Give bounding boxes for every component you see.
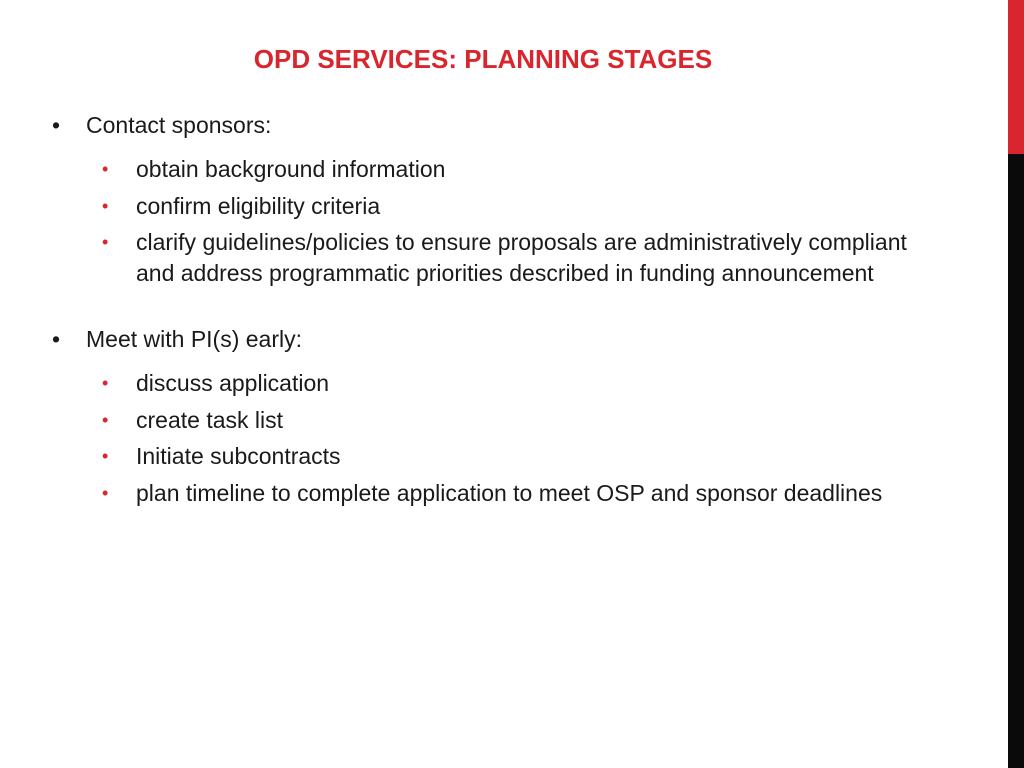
red-bullet-icon: • bbox=[102, 409, 109, 430]
sub-bullet-item bbox=[102, 154, 912, 185]
sub-bullet-list bbox=[52, 368, 912, 508]
sub-bullet-item bbox=[102, 368, 912, 399]
slide-content bbox=[52, 110, 912, 532]
sub-bullet-text: obtain background information bbox=[136, 156, 446, 182]
red-bullet-icon: • bbox=[102, 195, 109, 216]
sub-bullet-text: create task list bbox=[136, 406, 283, 433]
sub-bullet-text: plan timeline to complete application to meet OSP and sponsor deadlines bbox=[136, 479, 883, 506]
bullet-heading-text: Contact sponsors: bbox=[86, 112, 272, 138]
red-bullet-icon: • bbox=[102, 232, 109, 252]
red-bullet-icon: • bbox=[102, 373, 109, 393]
sub-bullet-item bbox=[102, 441, 912, 472]
red-bullet-icon: • bbox=[102, 446, 109, 466]
bullet-heading-text: Meet with PI(s) early: bbox=[86, 326, 302, 352]
bullet-heading bbox=[52, 110, 912, 140]
sub-bullet-list bbox=[52, 154, 912, 288]
red-bullet-icon: • bbox=[102, 159, 109, 179]
sub-bullet-item bbox=[102, 227, 912, 288]
sub-bullet-item bbox=[102, 478, 912, 509]
bullet-dot-icon: • bbox=[52, 326, 61, 352]
slide-title: OPD SERVICES: PLANNING STAGES bbox=[253, 44, 713, 74]
sub-bullet-item bbox=[102, 405, 912, 436]
bullet-heading bbox=[52, 324, 912, 354]
sub-bullet-item bbox=[102, 191, 912, 222]
sub-bullet-text: clarify guidelines/policies to ensure proposals are administratively compliant and address programmatic priorities described in funding announcement bbox=[136, 229, 907, 286]
section-contact-sponsors bbox=[52, 110, 912, 288]
section-meet-pi bbox=[52, 324, 912, 508]
sub-bullet-text: Initiate subcontracts bbox=[136, 443, 341, 469]
sub-bullet-text: discuss application bbox=[136, 370, 330, 396]
right-accent-red-segment bbox=[1008, 0, 1024, 154]
bullet-dot-icon: • bbox=[52, 112, 61, 138]
sub-bullet-text: confirm eligibility criteria bbox=[136, 192, 381, 219]
red-bullet-icon: • bbox=[102, 482, 109, 503]
